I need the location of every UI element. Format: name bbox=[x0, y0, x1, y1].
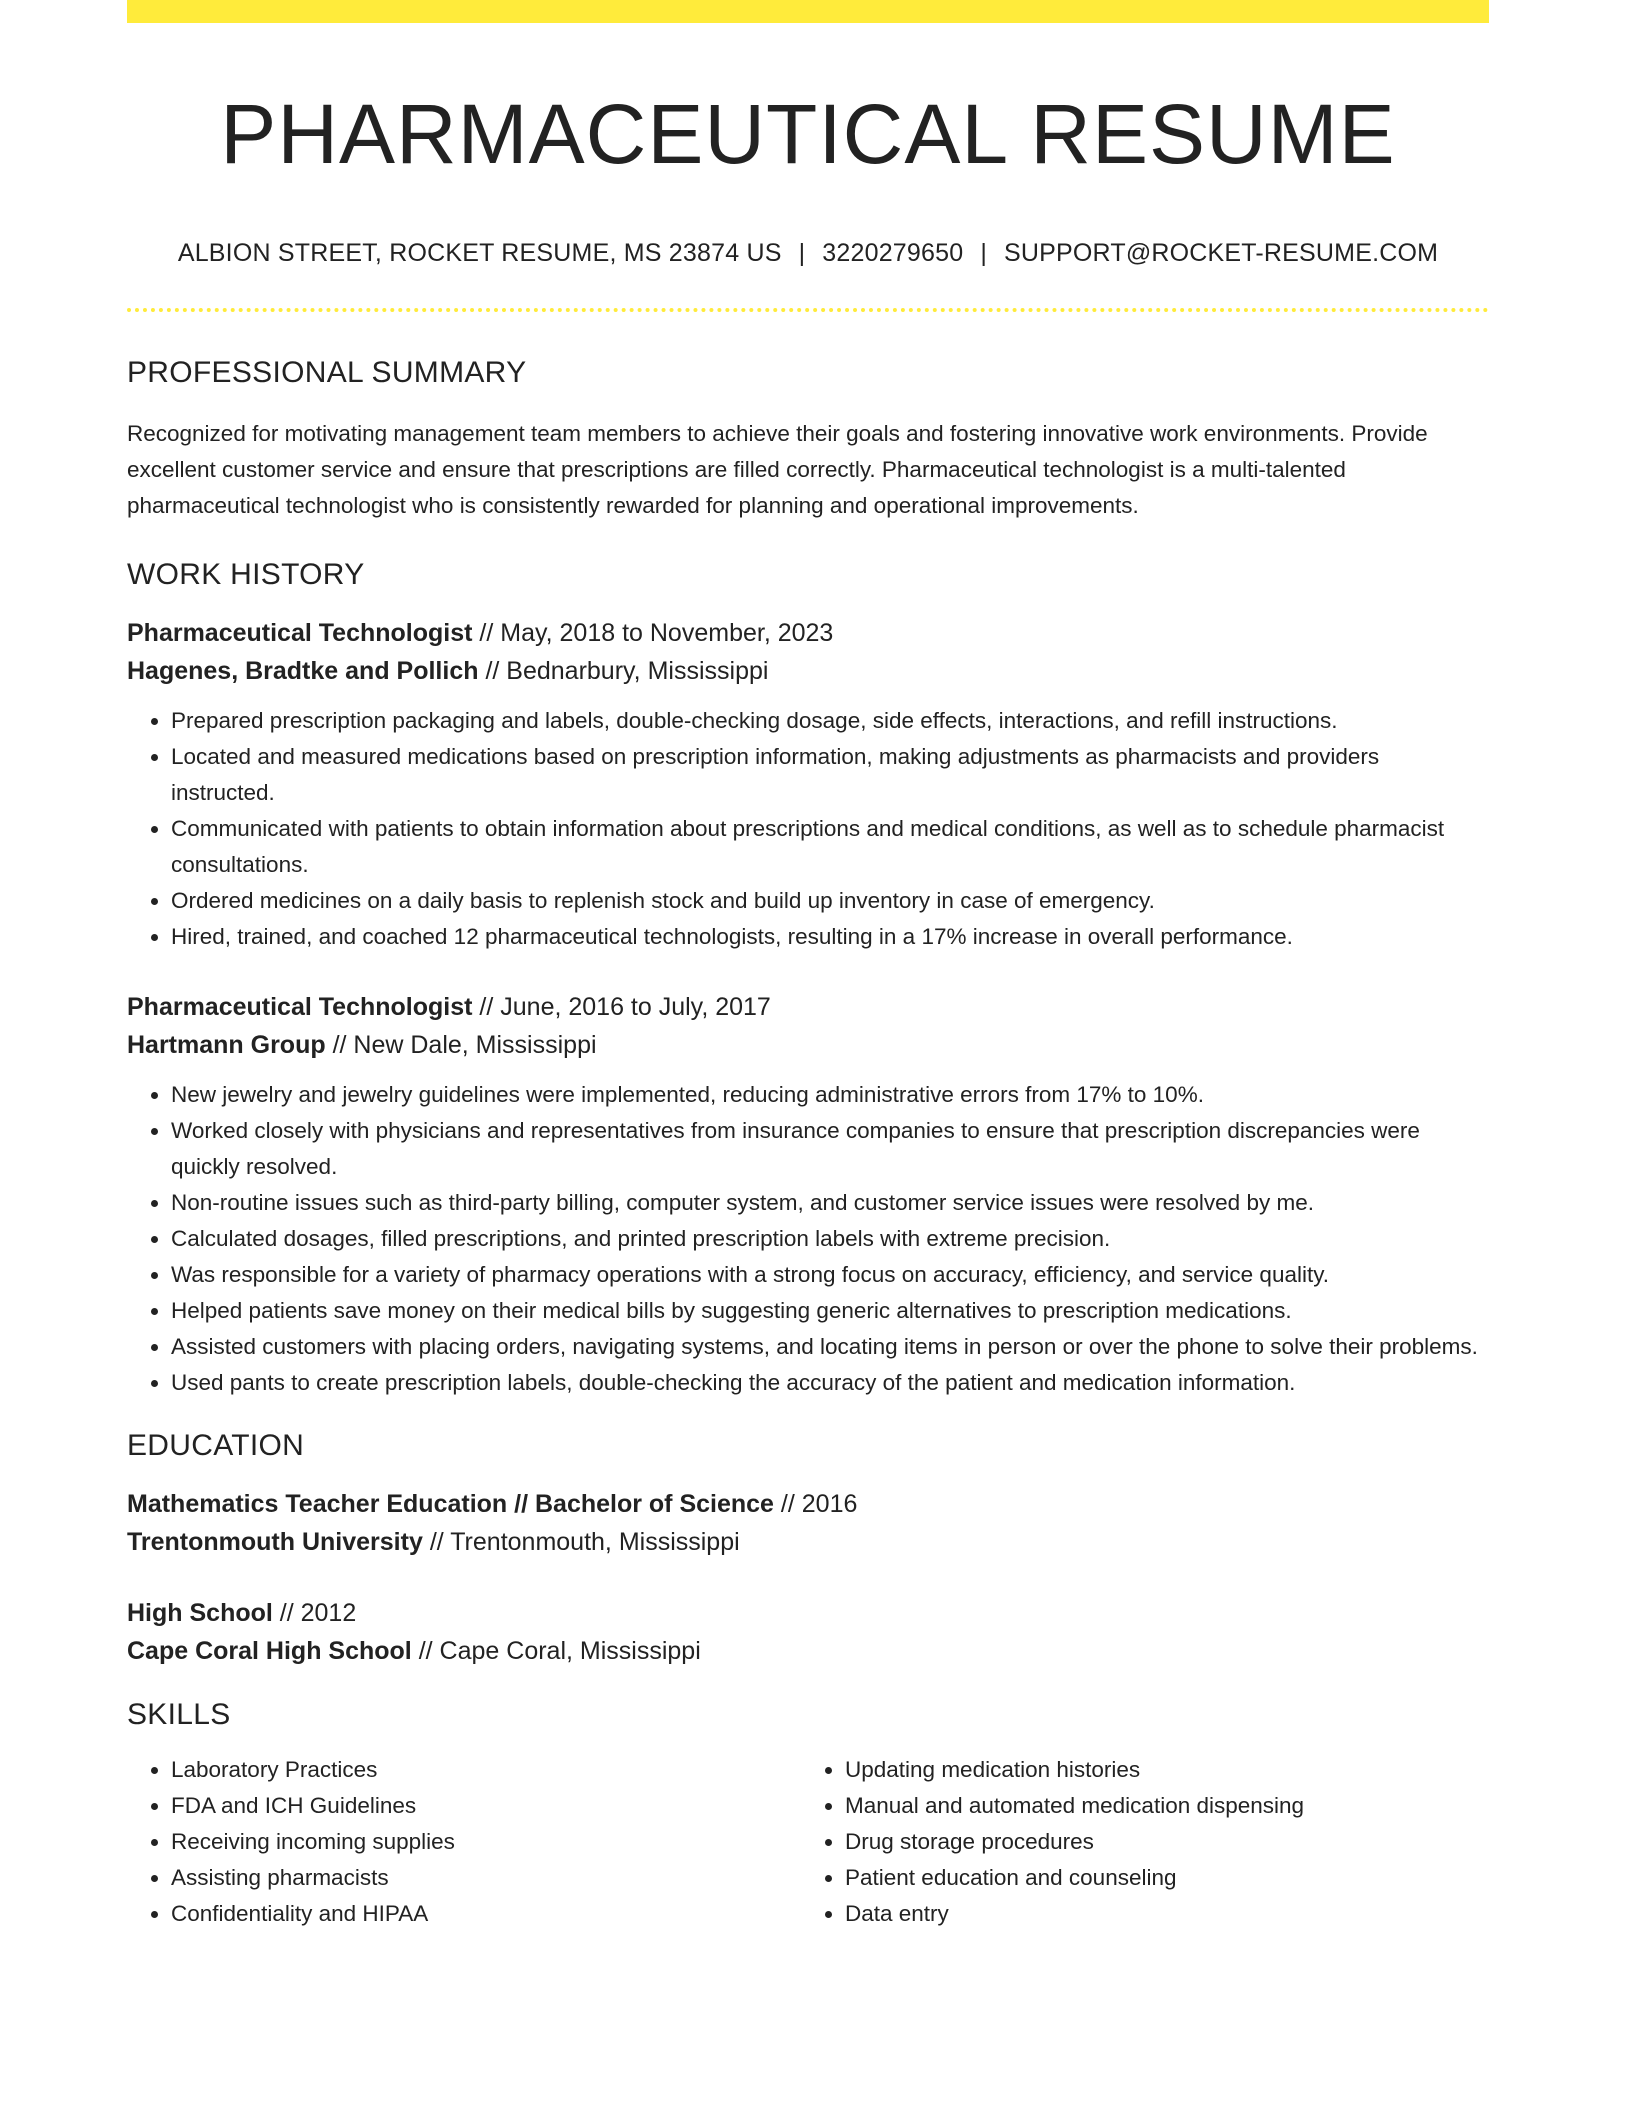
contact-line bbox=[127, 239, 1489, 268]
work-history-heading: WORK HISTORY bbox=[127, 557, 365, 591]
school-name: Cape Coral High School bbox=[127, 1636, 412, 1665]
list-item: • Prepared prescription packaging and labels, double-checking dosage, side effects, interactions, and refill instructions. bbox=[171, 703, 1489, 739]
dotted-divider bbox=[127, 308, 1489, 312]
contact-separator: | bbox=[798, 238, 806, 267]
education-entry bbox=[127, 1594, 1489, 1670]
job-title-line bbox=[127, 614, 1489, 652]
school-location: // Cape Coral, Mississippi bbox=[418, 1636, 701, 1665]
list-item: • Non-routine issues such as third-party billing, computer system, and customer service issues were resolved by me. bbox=[171, 1185, 1489, 1221]
job-title: Pharmaceutical Technologist bbox=[127, 992, 473, 1021]
job-bullets bbox=[127, 1077, 1489, 1401]
resume-page bbox=[127, 0, 1489, 1932]
list-item: • Ordered medicines on a daily basis to replenish stock and build up inventory in case of emergency. bbox=[171, 883, 1489, 919]
job-entry bbox=[127, 988, 1489, 1401]
job-location: // Bednarbury, Mississippi bbox=[485, 656, 769, 685]
contact-address: ALBION STREET, ROCKET RESUME, MS 23874 US bbox=[177, 238, 782, 267]
job-company-line bbox=[127, 652, 1489, 690]
skill-item: • Receiving incoming supplies bbox=[171, 1824, 801, 1860]
list-item: • Assisted customers with placing orders, navigating systems, and locating items in person or over the phone to solve their problems. bbox=[171, 1329, 1489, 1365]
page-title: PHARMACEUTICAL RESUME bbox=[220, 87, 1396, 181]
degree-name: Mathematics Teacher Education // Bachelor of Science bbox=[127, 1489, 774, 1518]
skills-list-right bbox=[801, 1752, 1475, 1932]
list-item: • Communicated with patients to obtain information about prescriptions and medical conditions, as well as to schedule pharmacist consultations. bbox=[171, 811, 1489, 883]
school-name: Trentonmouth University bbox=[127, 1527, 423, 1556]
skill-item: • FDA and ICH Guidelines bbox=[171, 1788, 801, 1824]
skill-item: • Patient education and counseling bbox=[845, 1860, 1475, 1896]
skill-item: • Laboratory Practices bbox=[171, 1752, 801, 1788]
skills-list-left bbox=[127, 1752, 801, 1932]
job-entry bbox=[127, 614, 1489, 955]
degree-line bbox=[127, 1594, 1489, 1632]
list-item: • Calculated dosages, filled prescriptions, and printed prescription labels with extreme precision. bbox=[171, 1221, 1489, 1257]
list-item: • New jewelry and jewelry guidelines were implemented, reducing administrative errors from 17% to 10%. bbox=[171, 1077, 1489, 1113]
job-dates: // May, 2018 to November, 2023 bbox=[479, 618, 834, 647]
skill-item: • Confidentiality and HIPAA bbox=[171, 1896, 801, 1932]
skill-item: • Updating medication histories bbox=[845, 1752, 1475, 1788]
degree-name: High School bbox=[127, 1598, 273, 1627]
school-line bbox=[127, 1632, 1489, 1670]
job-company: Hagenes, Bradtke and Pollich bbox=[127, 656, 479, 685]
list-item: • Located and measured medications based on prescription information, making adjustments as pharmacists and providers instructed. bbox=[171, 739, 1489, 811]
summary-heading: PROFESSIONAL SUMMARY bbox=[127, 355, 527, 389]
list-item: • Was responsible for a variety of pharmacy operations with a strong focus on accuracy, efficiency, and service quality. bbox=[171, 1257, 1489, 1293]
job-title: Pharmaceutical Technologist bbox=[127, 618, 473, 647]
skill-item: • Manual and automated medication dispensing bbox=[845, 1788, 1475, 1824]
job-dates: // June, 2016 to July, 2017 bbox=[479, 992, 771, 1021]
degree-year: // 2016 bbox=[780, 1489, 858, 1518]
skills-heading: SKILLS bbox=[127, 1697, 231, 1731]
skill-item: • Drug storage procedures bbox=[845, 1824, 1475, 1860]
list-item: • Helped patients save money on their medical bills by suggesting generic alternatives to prescription medications. bbox=[171, 1293, 1489, 1329]
accent-top-bar bbox=[127, 0, 1489, 23]
degree-year: // 2012 bbox=[279, 1598, 357, 1627]
contact-phone: 3220279650 bbox=[822, 238, 964, 267]
job-company: Hartmann Group bbox=[127, 1030, 326, 1059]
contact-email: SUPPORT@ROCKET-RESUME.COM bbox=[1004, 238, 1439, 267]
job-title-line bbox=[127, 988, 1489, 1026]
education-heading: EDUCATION bbox=[127, 1428, 305, 1462]
school-location: // Trentonmouth, Mississippi bbox=[429, 1527, 740, 1556]
summary-text: Recognized for motivating management team members to achieve their goals and fostering innovative work environments. Provide excellent customer service and ensure that prescriptions are filled correctly. Pharmaceutical technologist is a multi-talented pharmaceutical technologist who is consistently rewarded for planning and operational improvements. bbox=[127, 420, 1428, 518]
skill-item: • Data entry bbox=[845, 1896, 1475, 1932]
job-company-line bbox=[127, 1026, 1489, 1064]
skills-columns bbox=[127, 1752, 1489, 1932]
degree-line bbox=[127, 1485, 1489, 1523]
school-line bbox=[127, 1523, 1489, 1561]
job-location: // New Dale, Mississippi bbox=[332, 1030, 597, 1059]
list-item: • Hired, trained, and coached 12 pharmaceutical technologists, resulting in a 17% increase in overall performance. bbox=[171, 919, 1489, 955]
list-item: • Used pants to create prescription labels, double-checking the accuracy of the patient and medication information. bbox=[171, 1365, 1489, 1401]
job-bullets bbox=[127, 703, 1489, 955]
contact-separator: | bbox=[980, 238, 988, 267]
list-item: • Worked closely with physicians and representatives from insurance companies to ensure that prescription discrepancies were quickly resolved. bbox=[171, 1113, 1489, 1185]
education-entry bbox=[127, 1485, 1489, 1561]
skill-item: • Assisting pharmacists bbox=[171, 1860, 801, 1896]
